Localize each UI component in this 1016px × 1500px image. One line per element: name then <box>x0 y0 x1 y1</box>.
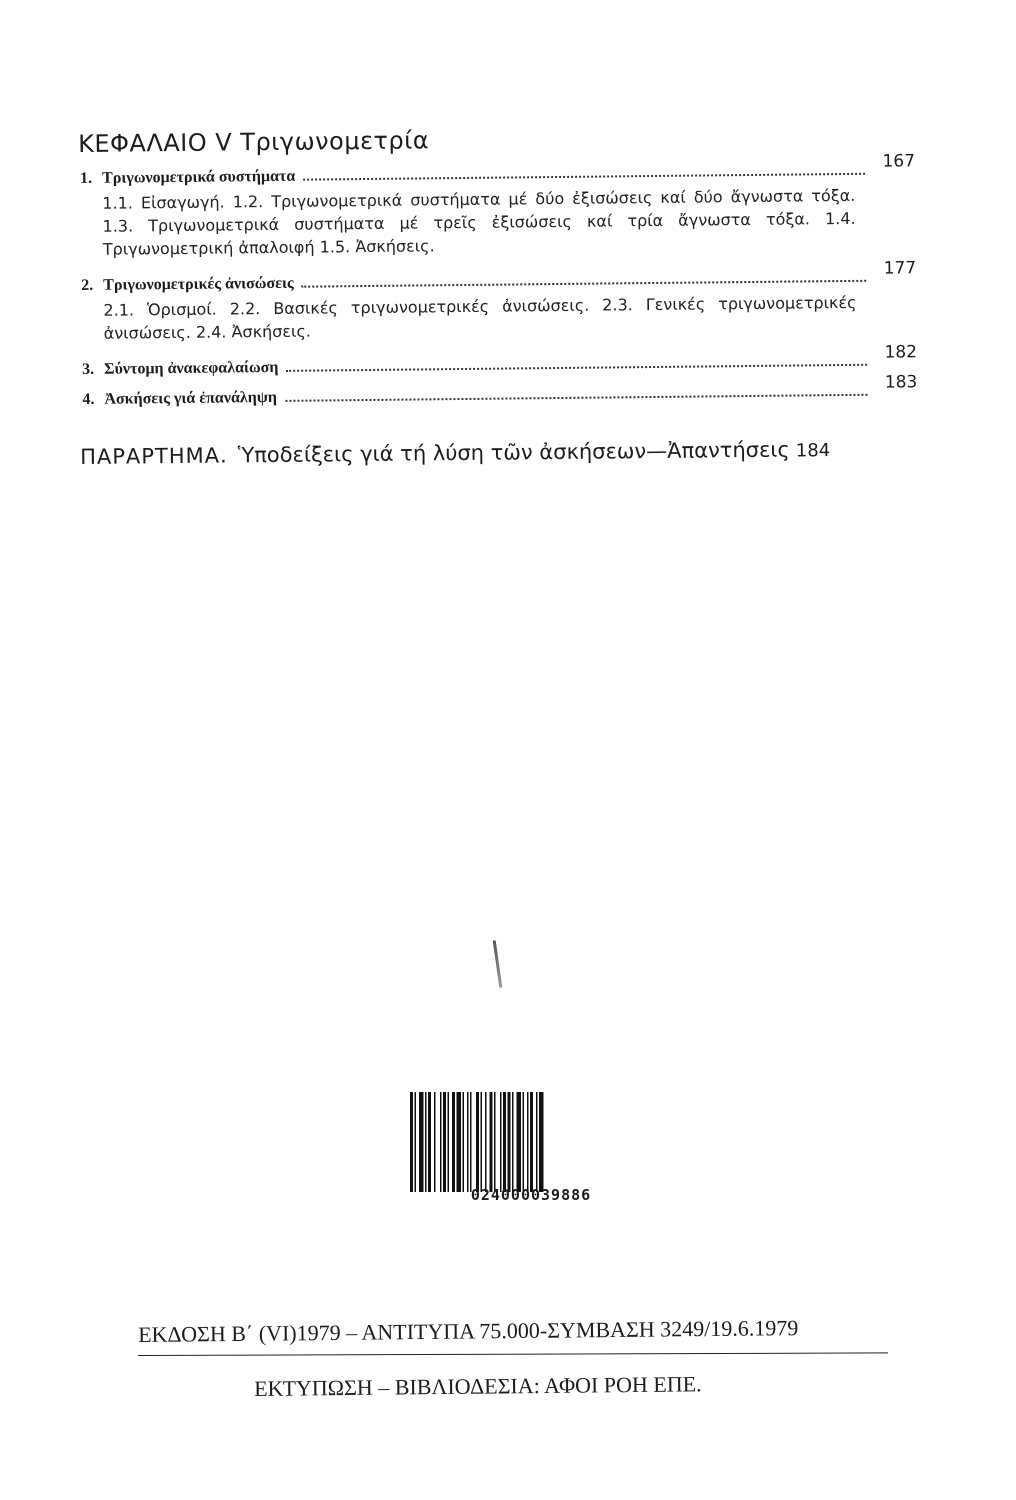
barcode-bar <box>530 1092 533 1192</box>
toc-entry-page: 167 <box>882 151 916 172</box>
barcode-bar <box>508 1092 511 1192</box>
barcode-bar <box>425 1092 427 1192</box>
barcode-bar <box>463 1092 465 1192</box>
toc-entry-title: Ἀσκήσεις γιά ἐπανάληψη <box>104 388 278 408</box>
edition-info: ΕΚΔΟΣΗ Β΄ (VI)1979 – ΑΝΤΙΤΥΠΑ 75.000-ΣΥΜΒΑΣΗ 3249/19.6.1979 <box>138 1315 799 1347</box>
barcode-bars <box>408 1092 626 1192</box>
barcode-bar <box>470 1092 472 1192</box>
ink-mark <box>493 940 503 988</box>
barcode-bar <box>452 1092 455 1192</box>
barcode-bar <box>500 1092 502 1192</box>
appendix-entry <box>80 436 920 469</box>
barcode-bar <box>485 1092 487 1192</box>
barcode-bar <box>476 1092 479 1192</box>
barcode-bar <box>517 1092 522 1192</box>
chapter-title: ΚΕΦΑΛΑΙΟ V Τριγωνομετρία <box>78 126 430 158</box>
barcode-bar <box>428 1092 431 1192</box>
appendix-page: 184 <box>795 440 831 462</box>
toc-entry-page: 177 <box>883 258 917 279</box>
toc-entry-description: 1.1. Εἰσαγωγή. 1.2. Τριγωνομετρικά συστήματα μέ δύο ἐξισώσεις καί δύο ἄγνωστα τόξα. 1.3. Τριγωνομετρικά συστήματα μέ τρεῖς ἐξισώσεις καί τρία ἄγνωστα τόξα. 1.4. Τριγωνομετρική ἀπαλοιφή 1.5. Ἀσκήσεις. <box>102 185 856 259</box>
toc-entry-number: 1. <box>80 169 93 187</box>
barcode-bar <box>440 1092 442 1192</box>
toc-entry-number: 3. <box>82 360 95 378</box>
divider-rule <box>138 1352 888 1356</box>
toc-entry-title: Τριγωνομετρικά συστήματα <box>102 167 296 187</box>
barcode-bar <box>467 1092 469 1192</box>
barcode-bar <box>536 1092 538 1192</box>
toc-entry-number: 4. <box>82 390 95 408</box>
dot-leader <box>285 393 867 402</box>
barcode <box>408 1092 626 1212</box>
barcode-bar <box>523 1092 525 1192</box>
toc-entry-page: 182 <box>884 342 918 363</box>
barcode-bar <box>490 1092 493 1192</box>
barcode-bar <box>448 1092 450 1192</box>
barcode-bar <box>415 1092 417 1192</box>
barcode-bar <box>443 1092 446 1192</box>
appendix-title: Ὑποδείξεις γιά τή λύση τῶν ἀσκήσεων—Ἀπαντήσεις <box>237 437 790 468</box>
dot-leader <box>286 363 867 372</box>
toc-entry-page: 183 <box>884 372 918 393</box>
barcode-number: 024000039886 <box>446 1186 616 1204</box>
barcode-bar <box>527 1092 529 1192</box>
dot-leader <box>302 279 867 288</box>
barcode-bar <box>410 1092 413 1192</box>
barcode-bar <box>539 1092 544 1192</box>
toc-entry-title: Σύντομη ἀνακεφαλαίωση <box>104 358 279 378</box>
barcode-bar <box>419 1092 424 1192</box>
barcode-bar <box>503 1092 506 1192</box>
barcode-bar <box>494 1092 496 1192</box>
barcode-bar <box>457 1092 462 1192</box>
printing-info: ΕΚΤΥΠΩΣΗ – ΒΙΒΛΙΟΔΕΣΙΑ: ΑΦΟΙ ΡΟΗ ΕΠΕ. <box>254 1371 702 1401</box>
barcode-bar <box>481 1092 483 1192</box>
dot-leader <box>303 172 865 181</box>
toc-entry-number: 2. <box>81 276 94 294</box>
table-of-contents <box>80 151 918 409</box>
barcode-bar <box>512 1092 514 1192</box>
appendix-label: ΠΑΡΑΡΤΗΜΑ. <box>80 443 228 469</box>
barcode-bar <box>434 1092 436 1192</box>
toc-entry-title: Τριγωνομετρικές ἀνισώσεις <box>103 274 294 294</box>
toc-entry-description: 2.1. Ὁρισμοί. 2.2. Βασικές τριγωνομετρικές ἀνισώσεις. 2.3. Γενικές τριγωνομετρικές ἀνισώσεις. 2.4. Ἀσκήσεις. <box>103 292 857 343</box>
